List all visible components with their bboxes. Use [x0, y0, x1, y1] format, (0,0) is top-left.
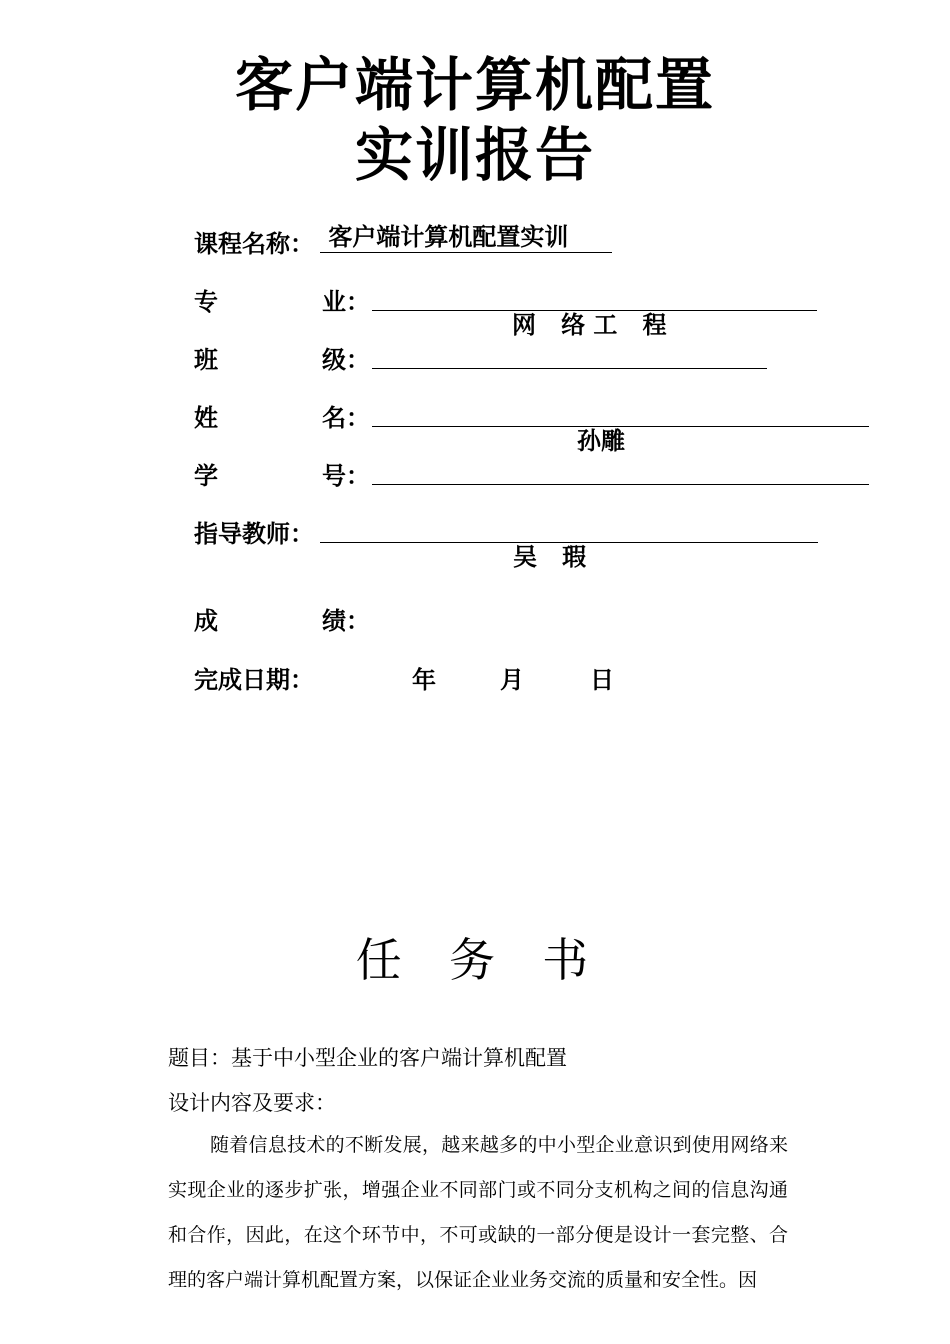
date-label: 完成日期： [194, 665, 314, 694]
id-label-second: 号： [322, 461, 370, 490]
date-month: 月 [500, 665, 524, 694]
grade-label-second: 绩： [322, 606, 370, 635]
requirements-label: 设计内容及要求： [168, 1091, 336, 1115]
date-year: 年 [412, 665, 436, 694]
grade-label-first: 成 [194, 606, 218, 635]
major-text: 网 络 工 程 [512, 310, 667, 339]
requirements-paragraph: 随着信息技术的不断发展，越来越多的中小型企业意识到使用网络来实现企业的逐步扩张，增强企业不同部门或不同分支机构之间的信息沟通和合作，因此，在这个环节中，不可或缺的一部分便是设计一套完整、合理的客户端计算机配置方案，以保证企业业务交流的质量和安全性。因 [168, 1134, 788, 1291]
id-label-first: 学 [194, 461, 218, 490]
name-text: 孙雕 [577, 426, 625, 455]
course-value: 客户端计算机配置实训 [320, 222, 612, 253]
major-value [372, 280, 817, 339]
teacher-label: 指导教师： [194, 519, 314, 548]
date-day: 日 [590, 665, 614, 694]
report-title-line2: 实训报告 [354, 121, 595, 189]
class-value [372, 338, 767, 369]
teacher-text: 吴 瑕 [513, 542, 587, 571]
teacher-value [320, 512, 818, 571]
task-topic: 题目：基于中小型企业的客户端计算机配置 [168, 1046, 567, 1070]
class-label-second: 级： [322, 345, 370, 374]
major-label-second: 业： [322, 287, 370, 316]
name-value [372, 396, 869, 455]
course-label: 课程名称： [194, 229, 314, 258]
task-heading: 任 务 书 [355, 933, 595, 987]
name-label-second: 名： [322, 403, 370, 432]
major-label-first: 专 [194, 287, 218, 316]
name-label-first: 姓 [194, 403, 218, 432]
report-title-line1: 客户端计算机配置 [234, 51, 715, 119]
id-value [372, 454, 869, 485]
class-label-first: 班 [194, 345, 218, 374]
